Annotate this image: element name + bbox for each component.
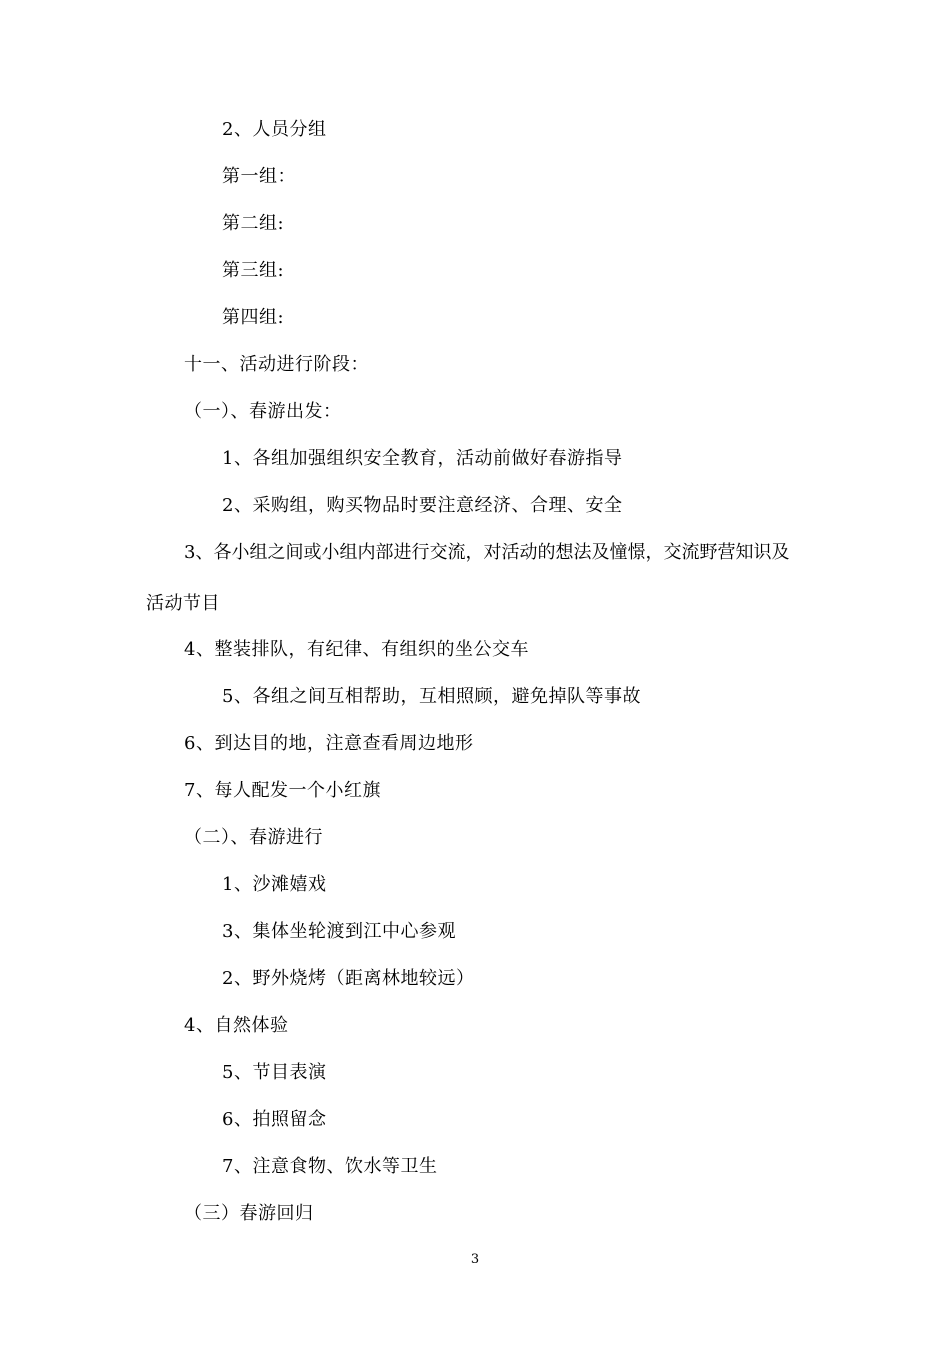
text-line: 4、自然体验 <box>184 1015 289 1036</box>
text-line: 7、注意食物、饮水等卫生 <box>222 1156 438 1177</box>
text-line: 3、集体坐轮渡到江中心参观 <box>222 921 456 942</box>
text-line: 5、各组之间互相帮助，互相照顾，避免掉队等事故 <box>222 686 641 707</box>
text-line: 活动节目 <box>146 593 220 614</box>
text-line: 7、每人配发一个小红旗 <box>184 780 381 801</box>
text-line: 6、拍照留念 <box>222 1109 327 1130</box>
text-line: 第一组： <box>222 166 296 187</box>
text-line: 第二组: <box>222 213 285 234</box>
text-line: 1、各组加强组织安全教育，活动前做好春游指导 <box>222 448 623 469</box>
text-line: 第三组: <box>222 260 285 281</box>
text-line: 2、野外烧烤（距离林地较远） <box>222 968 475 989</box>
text-line: 5、节目表演 <box>222 1062 327 1083</box>
text-line: 6、到达目的地，注意查看周边地形 <box>184 733 474 754</box>
subsection-heading: （一）、春游出发： <box>184 401 342 422</box>
text-line: 2、人员分组 <box>222 119 327 140</box>
section-heading: 十一、活动进行阶段： <box>184 354 369 375</box>
text-line: 4、整装排队，有纪律、有组织的坐公交车 <box>184 639 529 660</box>
text-line: 3、各小组之间或小组内部进行交流，对活动的想法及憧憬，交流野营知识及 <box>184 542 790 563</box>
text-line: 第四组: <box>222 307 285 328</box>
text-line: 1、沙滩嬉戏 <box>222 874 327 895</box>
subsection-heading: （三）春游回归 <box>184 1203 314 1224</box>
subsection-heading: （二）、春游进行 <box>184 827 323 848</box>
text-line: 2、采购组，购买物品时要注意经济、合理、安全 <box>222 495 623 516</box>
page-number: 3 <box>470 1252 480 1267</box>
